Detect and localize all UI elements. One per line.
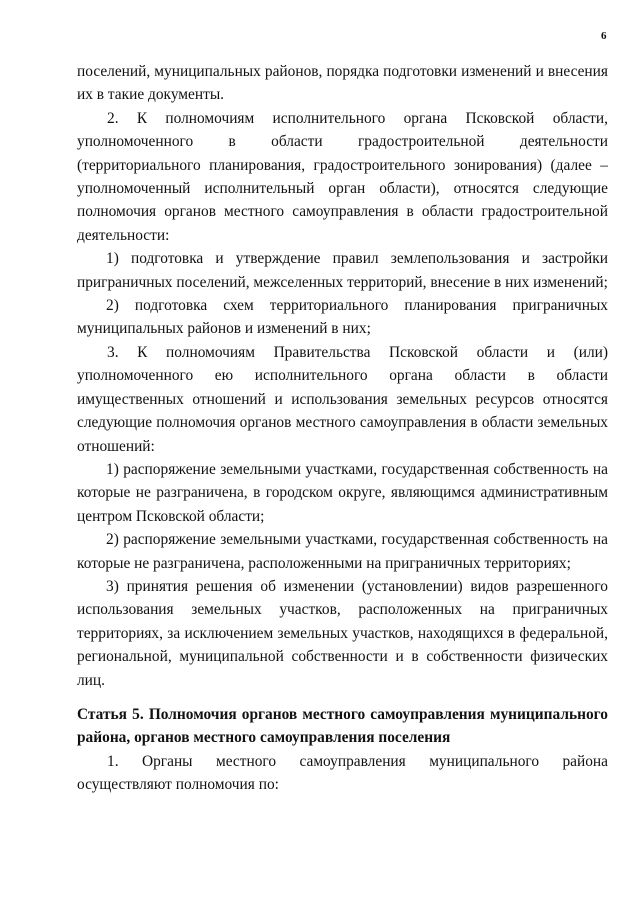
- document-body: [77, 60, 608, 797]
- list-item-2-1: 1) подготовка и утверждение правил землепользования и застройки приграничных поселений, межселенных территорий, внесение в них изменений;: [77, 250, 608, 291]
- paragraph-clause-2: 2. К полномочиям исполнительного органа Псковской области, уполномоченного в области градостроительной деятельности (территориального планирования, градостроительного зонирования) (далее – уполномоченный исполнительный орган области), относятся следующие полномочия органов местного самоуправления в области градостроительной деятельности:: [77, 109, 608, 244]
- paragraph-clause-3: 3. К полномочиям Правительства Псковской области и (или) уполномоченного ею исполнительного органа области в области имущественных отношений и использования земельных ресурсов относятся следующие полномочия органов местного самоуправления в области земельных отношений:: [77, 343, 608, 455]
- list-item-3-1: 1) распоряжение земельными участками, государственная собственность на которые не разграничена, в городском округе, являющимся административным центром Псковской области;: [77, 460, 608, 525]
- article-heading: Статья 5. Полномочия органов местного самоуправления муниципального района, органов местного самоуправления поселения: [77, 705, 608, 747]
- page-number: 6: [601, 30, 607, 42]
- list-item-3-3: 3) принятия решения об изменении (установлении) видов разрешенного использования земельных участков, расположенных на приграничных территориях, за исключением земельных участков, находящихся в федеральной, региональной, муниципальной собственности и в собственности физических лиц.: [77, 577, 608, 689]
- list-item-2-2: 2) подготовка схем территориального планирования приграничных муниципальных районов и изменений в них;: [77, 297, 608, 338]
- article-paragraph-1: 1. Органы местного самоуправления муниципального района осуществляют полномочия по:: [77, 752, 608, 794]
- list-item-3-2: 2) распоряжение земельными участками, государственная собственность на которые не разграничена, расположенными на приграничных территориях;: [77, 531, 608, 572]
- paragraph-continuation: поселений, муниципальных районов, порядка подготовки изменений и внесения их в такие документы.: [77, 63, 608, 104]
